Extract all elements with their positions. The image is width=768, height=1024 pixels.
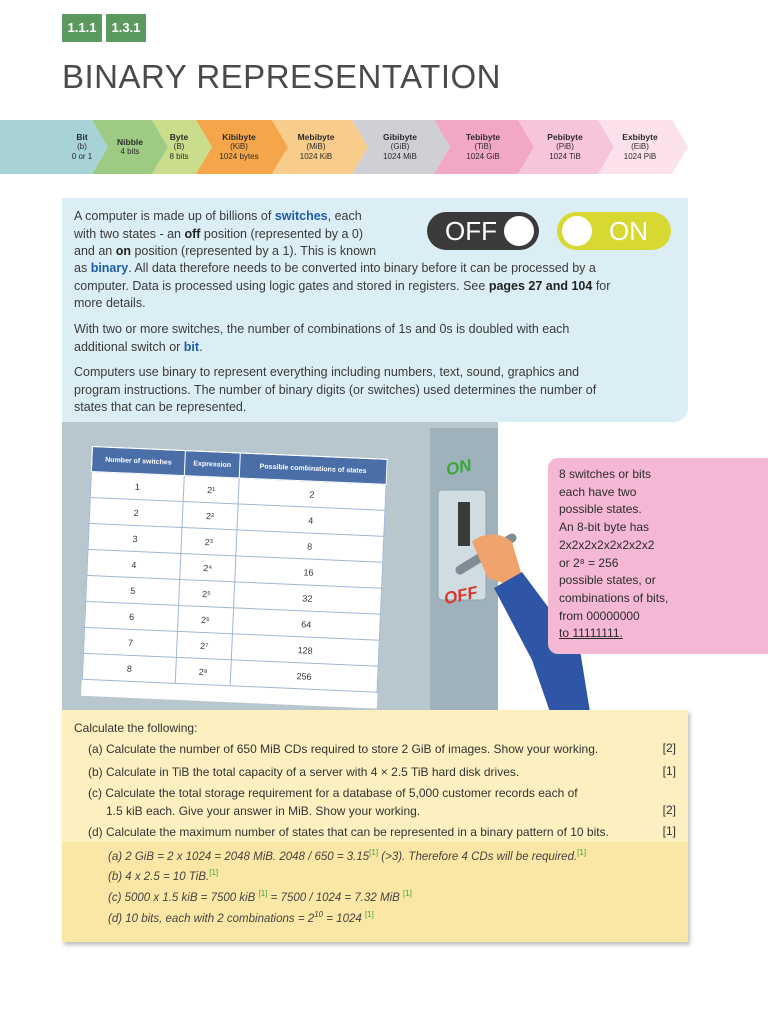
off-toggle-graphic [427, 212, 539, 250]
mark-tag: [1] [258, 889, 268, 898]
text: as [74, 261, 91, 275]
note-line: An 8-bit byte has [559, 520, 650, 535]
text: additional switch or [74, 339, 184, 354]
unit-name: Exbibyte [622, 132, 658, 142]
question-c: (c) Calculate the total storage requirement for a database of 5,000 customer records each of [88, 786, 578, 800]
table-cell: 8 [236, 530, 384, 562]
unit-name: Kibibyte [222, 132, 256, 142]
question-b-marks: [1] [662, 764, 676, 778]
text: With two or more switches, the number of combinations of 1s and 0s is doubled with each [74, 322, 570, 336]
table-cell: 5 [86, 575, 180, 605]
byte-note-text [559, 466, 689, 643]
table-cell: 64 [232, 608, 380, 640]
text: A computer is made up of billions of [74, 209, 275, 223]
mark-tag: [1] [577, 848, 587, 857]
unit-abbr: (TiB) [474, 142, 492, 151]
intro-paragraph-1-cont [74, 260, 674, 313]
text: . [199, 339, 203, 354]
unit-size: 1024 GiB [466, 152, 500, 161]
term-binary: binary [90, 261, 129, 275]
exponent: 10 [314, 910, 324, 919]
question-a-marks: [2] [662, 741, 676, 755]
table-cell: 2 [238, 478, 386, 510]
answer-text: = 1024 [323, 912, 365, 925]
answer-text: (>3). Therefore 4 CDs will be required. [378, 850, 578, 863]
toggle-knob [504, 216, 534, 246]
table-cell: 7 [83, 627, 177, 657]
unit-size: 1024 MiB [383, 152, 417, 161]
note-line: to 11111111. [559, 626, 623, 641]
note-line: combinations of bits, [559, 590, 669, 605]
unit-abbr: (EiB) [631, 142, 649, 151]
on-label: ON [609, 216, 648, 246]
text: program instructions. The number of binary digits (or switches) used determines the number of [74, 382, 597, 397]
table-cell: 6 [85, 601, 179, 631]
text: . All data therefore needs to be converted into binary before it can be processed by a [128, 261, 596, 275]
text: computer. Data is processed using logic gates and stored in registers. See [74, 278, 489, 293]
text: , each [327, 209, 362, 223]
unit-kibibyte [206, 120, 272, 174]
text: with two states - an [74, 226, 185, 241]
text: position (represented by a 0) [200, 226, 364, 241]
exercise-questions [62, 710, 688, 842]
table-cell: 4 [87, 549, 181, 579]
exercise-box [62, 710, 688, 942]
term-off: off [184, 226, 201, 241]
unit-name: Bit [76, 132, 88, 142]
term-on: on [115, 244, 131, 258]
text: position (represented by a 1). This is known [131, 244, 377, 258]
page-title: BINARY REPRESENTATION [62, 58, 501, 95]
off-indicator: OFF [442, 582, 480, 609]
unit-tebibyte [446, 120, 520, 174]
table-cell: 2⁶ [178, 605, 234, 633]
unit-size: 8 bits [169, 152, 189, 161]
table-cell: 2⁵ [179, 579, 235, 607]
page-reference: pages 27 and 104 [488, 278, 593, 293]
unit-abbr: (KiB) [230, 142, 248, 151]
unit-abbr: (PiB) [556, 142, 574, 151]
unit-name: Nibble [117, 137, 143, 147]
question-d-marks: [1] [662, 824, 676, 838]
table-cell: 4 [237, 504, 385, 536]
answer-b [108, 868, 218, 883]
table-cell: 16 [234, 556, 382, 588]
note-line: possible states. [559, 502, 642, 517]
note-line: from 00000000 [559, 608, 640, 623]
table-cell: 8 [82, 653, 176, 683]
question-c-cont: 1.5 kiB each. Give your answer in MiB. Show your working. [106, 804, 421, 818]
unit-name: Mebibyte [297, 132, 335, 142]
table-cell: 2⁷ [176, 631, 232, 659]
note-line: possible states, or [559, 573, 656, 588]
col-header-combinations: Possible combinations of states [239, 453, 387, 484]
answer-text: = 7500 / 1024 = 7.32 MiB [267, 891, 403, 904]
table-cell: 2⁸ [175, 657, 231, 685]
unit-size: 1024 bytes [219, 152, 259, 161]
binary-states-table [81, 446, 388, 709]
unit-abbr: (B) [173, 142, 185, 151]
unit-byte [158, 120, 200, 174]
answer-d [108, 910, 374, 925]
table-cell: 128 [231, 634, 379, 666]
question-a: (a) Calculate the number of 650 MiB CDs required to store 2 GiB of images. Show your working. [88, 742, 599, 756]
intro-box [62, 198, 688, 422]
table-cell: 1 [90, 471, 184, 501]
answer-text: (c) 5000 x 1.5 kiB = 7500 kiB [108, 891, 259, 904]
unit-bit [62, 120, 102, 174]
unit-abbr: (GiB) [390, 142, 410, 151]
col-header-expression: Expression [184, 451, 240, 478]
answer-c [108, 889, 412, 904]
unit-nibble [106, 120, 154, 174]
intro-paragraph-1 [74, 208, 414, 261]
on-toggle-graphic [557, 212, 671, 250]
answer-text: (d) 10 bits, each with 2 combinations = 2 [108, 912, 315, 925]
unit-size: 0 or 1 [71, 152, 93, 161]
text: Computers use binary to represent everything including numbers, text, sound, graphics and [74, 365, 580, 379]
question-d: (d) Calculate the maximum number of states that can be represented in a binary pattern of 10 bits. [88, 825, 609, 839]
unit-name: Tebibyte [465, 132, 501, 142]
table-cell: 256 [230, 660, 378, 692]
switch-slot [458, 502, 470, 546]
on-indicator: ON [444, 455, 474, 480]
intro-paragraph-2 [74, 321, 674, 356]
note-line: 8 switches or bits [559, 467, 652, 481]
note-line: 2x2x2x2x2x2x2x2 [559, 537, 655, 552]
text: more details. [74, 296, 146, 310]
mark-tag: [1] [209, 868, 219, 877]
table-cell: 2⁴ [180, 553, 236, 581]
note-line: or 2⁸ = 256 [559, 555, 619, 570]
exercise-intro: Calculate the following: [74, 721, 198, 735]
text: states that can be represented. [74, 400, 247, 414]
term-switches: switches [274, 209, 328, 223]
table-cell: 2² [182, 502, 238, 530]
answer-text: (a) 2 GiB = 2 x 1024 = 2048 MiB. 2048 / 650 = 3.15 [108, 850, 370, 863]
answer-text: (b) 4 x 2.5 = 10 TiB. [108, 870, 210, 883]
table-cell: 2³ [181, 528, 237, 556]
col-header-switches: Number of switches [91, 447, 185, 476]
topic-tag-1: 1.1.1 [62, 14, 102, 42]
unit-pebibyte [530, 120, 600, 174]
unit-exbibyte [606, 120, 674, 174]
unit-name: Byte [169, 132, 189, 142]
text: and an [74, 244, 116, 258]
term-bit: bit [183, 339, 200, 354]
unit-mebibyte [282, 120, 350, 174]
unit-gibibyte [364, 120, 436, 174]
unit-size: 1024 KiB [299, 152, 333, 161]
intro-paragraph-3 [74, 364, 679, 417]
unit-name: Gibibyte [382, 132, 417, 142]
unit-size: 4 bits [120, 147, 140, 156]
byte-note-box [548, 458, 768, 654]
table-cell: 2¹ [183, 476, 239, 504]
off-label: OFF [445, 216, 497, 246]
table-cell: 2 [89, 497, 183, 527]
toggle-knob [562, 216, 592, 246]
unit-abbr: (b) [77, 142, 87, 151]
unit-abbr: (MiB) [306, 142, 326, 151]
unit-strip [0, 120, 690, 174]
question-b: (b) Calculate in TiB the total capacity of a server with 4 × 2.5 TiB hard disk drives. [88, 765, 520, 779]
unit-size: 1024 PiB [623, 152, 657, 161]
question-c-marks: [2] [662, 803, 676, 817]
note-line: each have two [559, 484, 637, 499]
topic-tag-2: 1.3.1 [106, 14, 146, 42]
answer-a [108, 848, 586, 863]
mark-tag: [1] [364, 910, 374, 919]
table-cell: 3 [88, 523, 182, 553]
text: for [592, 278, 611, 293]
mark-tag: [1] [369, 848, 379, 857]
table-cell: 32 [233, 582, 381, 614]
unit-name: Pebibyte [547, 132, 583, 142]
mark-tag: [1] [403, 889, 412, 898]
unit-size: 1024 TiB [549, 152, 581, 161]
